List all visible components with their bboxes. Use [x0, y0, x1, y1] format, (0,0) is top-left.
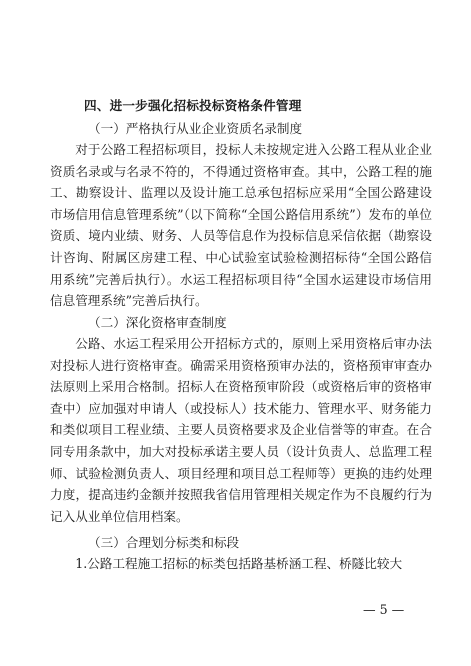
subsection-paragraph-2: 公路、水运工程采用公开招标方式的，原则上采用资格后审办法对投标人进行资格审查。确需采用资格预审办法的，资格预审审查办法原则上采用合格制。招标人在资格预审阶段（或资格后审的资格审查中）应加强对申请人（或投标人）技术能力、管理水平、财务能力和类似项目工程业绩、主要人员资格要求及企业信誉等的审查。在合同专用条款中，加大对投标承诺主要人员（设计负责人、总监理工程师、试验检测负责人、项目经理和项目总工程师等）更换的违约处理力度，提高违约金额并按照我省信用管理相关规定作为不良履约行为记入从业单位信用档案。 — [50, 336, 432, 524]
section-title: 四、进一步强化招标投标资格条件管理 — [84, 98, 302, 113]
page-number: — 5 — — [363, 602, 405, 617]
subsection-paragraph-3: 1.公路工程施工招标的标类包括路基桥涵工程、桥隧比较大 — [75, 556, 403, 571]
subsection-heading-1: （一）严格执行从业企业资质名录制度 — [88, 121, 303, 136]
subsection-paragraph-1: 对于公路工程招标项目，投标人未按规定进入公路工程从业企业资质名录或与名录不符的，不得通过资格审查。其中，公路工程的施工、勘察设计、监理以及设计施工总承包招标应采用“全国公路建设市场信用信息管理系统”（以下简称“全国公路信用系统”）发布的单位资质、境内业绩、财务、人员等信息作为投标信息采信依据（勘察设计咨询、附属区房建工程、中心试验室试验检测招标待“全国公路信用系统”完善后执行）。水运工程招标项目待“全国水运建设市场信用信息管理系统”完善后执行。 — [50, 142, 432, 309]
subsection-heading-3: （三）合理划分标类和标段 — [88, 535, 240, 550]
subsection-heading-2: （二）深化资格审查制度 — [88, 315, 227, 330]
